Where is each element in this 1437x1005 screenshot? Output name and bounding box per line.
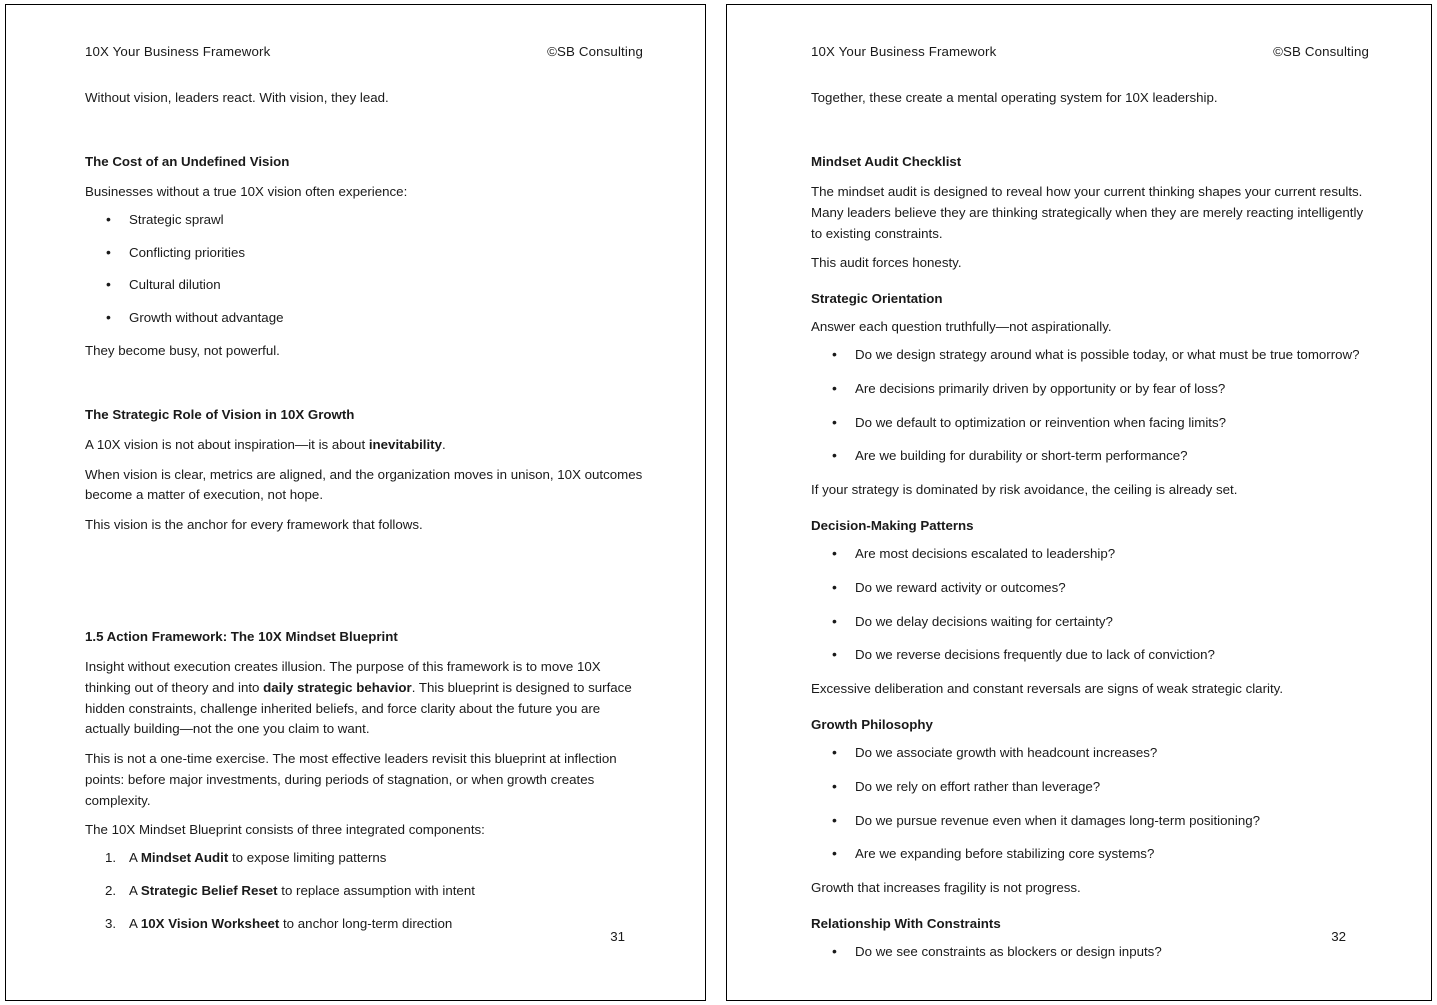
list-item: • Do we delay decisions waiting for certainty? [811, 612, 1369, 633]
running-head [85, 43, 643, 60]
list-item: • Do we reverse decisions frequently due to lack of conviction? [811, 645, 1369, 666]
list-item [85, 881, 643, 902]
list-item: • Strategic sprawl [85, 210, 643, 231]
text-run: Insight without execution creates illusion. The purpose of this framework is to move 10X thinking out of theory and into [85, 659, 601, 695]
spacer [85, 545, 643, 627]
heading-decision-making-patterns: Decision-Making Patterns [811, 517, 974, 533]
page-31 [5, 4, 706, 1001]
decision-making-closing: Excessive deliberation and constant reversals are signs of weak strategic clarity. [811, 681, 1284, 697]
text-run: to replace assumption with intent [277, 882, 475, 898]
text-run: A [129, 915, 141, 931]
growth-philosophy-closing: Growth that increases fragility is not progress. [811, 880, 1081, 896]
component-name: Mindset Audit [140, 850, 229, 866]
list-item: • Do we associate growth with headcount increases? [811, 743, 1369, 764]
list-item: • Cultural dilution [85, 275, 643, 296]
cost-closing: They become busy, not powerful. [85, 342, 280, 358]
mindset-audit-paragraph-2: This audit forces honesty. [811, 255, 962, 271]
spacer [811, 118, 1369, 152]
list-item: • Do we rely on effort rather than leverage? [811, 777, 1369, 798]
spacer [85, 371, 643, 405]
list-item: • Growth without advantage [85, 308, 643, 329]
component-name: Strategic Belief Reset [140, 882, 278, 898]
text-run: . [442, 436, 446, 452]
running-head-title: 10X Your Business Framework [811, 44, 997, 59]
intro-paragraph: Together, these create a mental operating system for 10X leadership. [811, 90, 1218, 106]
growth-philosophy-bullet-list [811, 743, 1369, 865]
intro-paragraph: Without vision, leaders react. With vision, they lead. [85, 90, 389, 106]
heading-cost-of-undefined-vision: The Cost of an Undefined Vision [85, 154, 290, 170]
heading-growth-philosophy: Growth Philosophy [811, 716, 933, 732]
page-number: 31 [610, 929, 625, 944]
text-run: A [129, 850, 141, 866]
heading-strategic-role-of-vision: The Strategic Role of Vision in 10X Growth [85, 406, 355, 422]
spacer [85, 118, 643, 152]
blueprint-components-list [85, 848, 643, 934]
page-number: 32 [1331, 929, 1346, 944]
strategic-orientation-bullet-list [811, 345, 1369, 467]
list-item: • Do we see constraints as blockers or design inputs? [811, 942, 1369, 963]
text-run: . This blueprint is designed to surface hidden constraints, challenge inherited beliefs, and force clarity about the future you are actually building—not the one you claim to want. [85, 679, 632, 737]
cost-lead-in: Businesses without a true 10X vision often experience: [85, 184, 408, 200]
list-item: • Are decisions primarily driven by opportunity or by fear of loss? [811, 379, 1369, 400]
action-framework-paragraph-3: The 10X Mindset Blueprint consists of three integrated components: [85, 822, 485, 838]
list-item: • Do we pursue revenue even when it damages long-term positioning? [811, 811, 1369, 832]
component-name: 10X Vision Worksheet [140, 915, 280, 931]
mindset-audit-paragraph-1: The mindset audit is designed to reveal how your current thinking shapes your current results. Many leaders believe they are thinking strategically when they are merely reacting intelligently to existing constraints. [811, 184, 1364, 241]
strategic-role-paragraph-3: This vision is the anchor for every framework that follows. [85, 517, 423, 533]
cost-bullet-list [85, 210, 643, 329]
action-framework-paragraph-1 [85, 657, 643, 740]
heading-relationship-with-constraints: Relationship With Constraints [811, 915, 1001, 931]
list-item: • Are we building for durability or short-term performance? [811, 446, 1369, 467]
page-32 [726, 4, 1432, 1001]
list-item [85, 914, 643, 935]
strategic-role-paragraph-1 [85, 435, 643, 456]
list-item: • Conflicting priorities [85, 243, 643, 264]
heading-mindset-audit-checklist: Mindset Audit Checklist [811, 154, 962, 170]
text-run: to expose limiting patterns [228, 850, 387, 866]
list-item: • Do we design strategy around what is possible today, or what must be true tomorrow? [811, 345, 1369, 366]
running-head-copyright: ©SB Consulting [1273, 44, 1369, 59]
running-head-title: 10X Your Business Framework [85, 44, 271, 59]
strategic-role-paragraph-2: When vision is clear, metrics are aligned, and the organization moves in unison, 10X outcomes become a matter of execution, not hope. [85, 466, 643, 503]
text-run: to anchor long-term direction [279, 915, 453, 931]
heading-action-framework: 1.5 Action Framework: The 10X Mindset Blueprint [85, 628, 398, 644]
list-item: • Do we default to optimization or reinvention when facing limits? [811, 413, 1369, 434]
text-run: A [129, 882, 141, 898]
running-head-copyright: ©SB Consulting [547, 44, 643, 59]
list-item [85, 848, 643, 869]
list-item: • Are most decisions escalated to leadership? [811, 544, 1369, 565]
action-framework-paragraph-2: This is not a one-time exercise. The most effective leaders revisit this blueprint at inflection points: before major investments, during periods of stagnation, or when growth creates complexity. [85, 751, 617, 808]
heading-strategic-orientation: Strategic Orientation [811, 291, 943, 307]
constraints-bullet-list [811, 942, 1369, 963]
text-run: A 10X vision is not about inspiration—it is about [85, 436, 369, 452]
strategic-orientation-closing: If your strategy is dominated by risk avoidance, the ceiling is already set. [811, 482, 1238, 498]
decision-making-bullet-list [811, 544, 1369, 666]
list-item: • Do we reward activity or outcomes? [811, 578, 1369, 599]
list-item: • Are we expanding before stabilizing core systems? [811, 844, 1369, 865]
emphasis-inevitability: inevitability [368, 436, 442, 452]
emphasis-daily-strategic-behavior: daily strategic behavior [263, 679, 412, 695]
running-head [811, 43, 1369, 60]
strategic-orientation-lead-in: Answer each question truthfully—not aspirationally. [811, 319, 1112, 335]
